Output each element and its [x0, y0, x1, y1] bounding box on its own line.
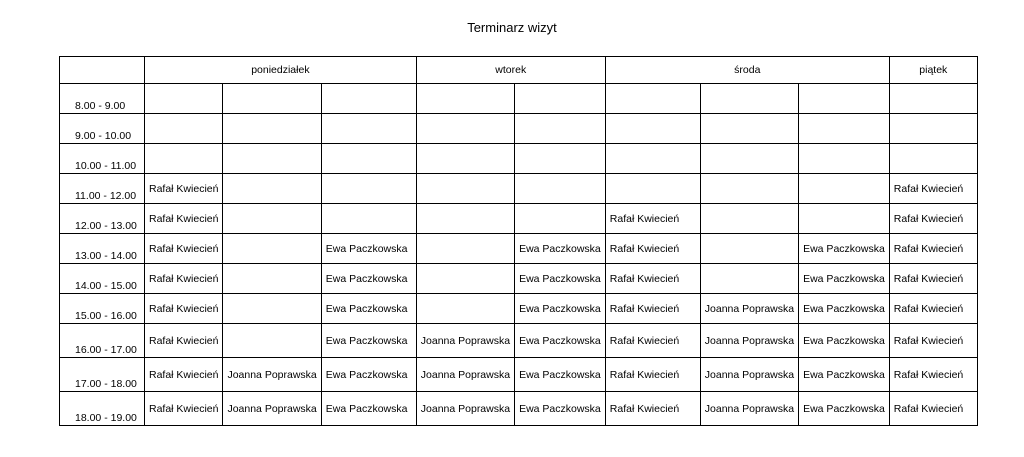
- appointment-cell: [700, 114, 798, 144]
- appointment-cell: Ewa Paczkowska: [799, 294, 890, 324]
- appointment-cell: [416, 294, 514, 324]
- appointment-cell: Ewa Paczkowska: [515, 358, 606, 392]
- appointment-cell: Rafał Kwiecień: [145, 204, 223, 234]
- appointment-cell: Joanna Poprawska: [223, 358, 321, 392]
- appointment-cell: [700, 174, 798, 204]
- appointment-cell: Rafał Kwiecień: [889, 358, 977, 392]
- appointment-cell: Ewa Paczkowska: [515, 392, 606, 426]
- appointment-cell: [223, 324, 321, 358]
- time-slot-cell: 8.00 - 9.00: [60, 84, 145, 114]
- header-row: [60, 57, 978, 84]
- time-slot-cell: 14.00 - 15.00: [60, 264, 145, 294]
- appointment-cell: [223, 144, 321, 174]
- table-row: [60, 358, 978, 392]
- appointment-cell: [889, 84, 977, 114]
- appointment-cell: Joanna Poprawska: [416, 358, 514, 392]
- appointment-cell: [515, 84, 606, 114]
- appointment-cell: Rafał Kwiecień: [145, 294, 223, 324]
- appointment-cell: [416, 234, 514, 264]
- appointment-cell: Rafał Kwiecień: [889, 264, 977, 294]
- appointment-cell: Ewa Paczkowska: [515, 264, 606, 294]
- appointment-cell: [605, 144, 700, 174]
- appointment-cell: [145, 84, 223, 114]
- table-row: [60, 144, 978, 174]
- time-slot-cell: 17.00 - 18.00: [60, 358, 145, 392]
- appointment-cell: Rafał Kwiecień: [145, 264, 223, 294]
- appointment-cell: Ewa Paczkowska: [799, 392, 890, 426]
- appointment-cell: Ewa Paczkowska: [321, 294, 416, 324]
- appointment-cell: Rafał Kwiecień: [145, 324, 223, 358]
- appointment-cell: [145, 144, 223, 174]
- time-slot-cell: 10.00 - 11.00: [60, 144, 145, 174]
- appointment-cell: Rafał Kwiecień: [605, 294, 700, 324]
- appointment-cell: [223, 234, 321, 264]
- appointment-cell: [416, 204, 514, 234]
- appointment-cell: Joanna Poprawska: [416, 324, 514, 358]
- table-row: [60, 84, 978, 114]
- table-row: [60, 234, 978, 264]
- appointment-cell: [605, 114, 700, 144]
- appointment-cell: Rafał Kwiecień: [605, 358, 700, 392]
- appointment-cell: [515, 114, 606, 144]
- appointment-cell: [889, 144, 977, 174]
- appointment-cell: Ewa Paczkowska: [321, 392, 416, 426]
- appointment-cell: [321, 174, 416, 204]
- day-header-friday: piątek: [889, 57, 977, 84]
- appointment-cell: [605, 174, 700, 204]
- appointment-cell: [799, 174, 890, 204]
- appointment-cell: Ewa Paczkowska: [321, 264, 416, 294]
- time-slot-cell: 16.00 - 17.00: [60, 324, 145, 358]
- appointment-cell: Rafał Kwiecień: [605, 392, 700, 426]
- appointment-cell: [799, 204, 890, 234]
- appointment-cell: Ewa Paczkowska: [321, 358, 416, 392]
- corner-cell: [60, 57, 145, 84]
- appointment-cell: [515, 174, 606, 204]
- appointment-cell: Rafał Kwiecień: [889, 324, 977, 358]
- appointment-cell: [700, 204, 798, 234]
- appointment-cell: Ewa Paczkowska: [515, 234, 606, 264]
- appointment-cell: Rafał Kwiecień: [889, 204, 977, 234]
- table-row: [60, 114, 978, 144]
- appointment-cell: [700, 234, 798, 264]
- schedule-table: [59, 56, 978, 426]
- appointment-cell: [416, 114, 514, 144]
- appointment-cell: [145, 114, 223, 144]
- appointment-cell: Ewa Paczkowska: [515, 294, 606, 324]
- appointment-cell: Ewa Paczkowska: [799, 264, 890, 294]
- appointment-cell: Rafał Kwiecień: [889, 392, 977, 426]
- page-title: Terminarz wizyt: [467, 20, 557, 35]
- appointment-cell: [223, 114, 321, 144]
- table-row: [60, 204, 978, 234]
- appointment-cell: [223, 264, 321, 294]
- appointment-cell: [700, 84, 798, 114]
- appointment-cell: Rafał Kwiecień: [145, 174, 223, 204]
- appointment-cell: Rafał Kwiecień: [889, 234, 977, 264]
- appointment-cell: Rafał Kwiecień: [145, 234, 223, 264]
- appointment-cell: [799, 114, 890, 144]
- appointment-cell: [799, 84, 890, 114]
- appointment-cell: [416, 144, 514, 174]
- appointment-cell: Rafał Kwiecień: [605, 264, 700, 294]
- time-slot-cell: 18.00 - 19.00: [60, 392, 145, 426]
- appointment-cell: Rafał Kwiecień: [605, 234, 700, 264]
- appointment-cell: Rafał Kwiecień: [605, 324, 700, 358]
- appointment-cell: [700, 144, 798, 174]
- time-slot-cell: 11.00 - 12.00: [60, 174, 145, 204]
- appointment-cell: [889, 114, 977, 144]
- day-header-wednesday: środa: [605, 57, 889, 84]
- appointment-cell: Rafał Kwiecień: [889, 294, 977, 324]
- appointment-cell: Rafał Kwiecień: [145, 392, 223, 426]
- table-row: [60, 324, 978, 358]
- appointment-cell: Joanna Poprawska: [700, 358, 798, 392]
- appointment-cell: [515, 144, 606, 174]
- appointment-cell: [223, 174, 321, 204]
- table-row: [60, 294, 978, 324]
- appointment-cell: Rafał Kwiecień: [889, 174, 977, 204]
- appointment-cell: [799, 144, 890, 174]
- time-slot-cell: 13.00 - 14.00: [60, 234, 145, 264]
- appointment-cell: Joanna Poprawska: [223, 392, 321, 426]
- appointment-cell: [416, 174, 514, 204]
- appointment-cell: Ewa Paczkowska: [799, 358, 890, 392]
- time-slot-cell: 9.00 - 10.00: [60, 114, 145, 144]
- table-row: [60, 264, 978, 294]
- appointment-cell: [321, 144, 416, 174]
- appointment-cell: Rafał Kwiecień: [145, 358, 223, 392]
- appointment-cell: [321, 204, 416, 234]
- appointment-cell: [605, 84, 700, 114]
- appointment-cell: Joanna Poprawska: [700, 392, 798, 426]
- appointment-cell: [223, 204, 321, 234]
- appointment-cell: [321, 114, 416, 144]
- appointment-cell: Rafał Kwiecień: [605, 204, 700, 234]
- table-row: [60, 392, 978, 426]
- time-slot-cell: 12.00 - 13.00: [60, 204, 145, 234]
- appointment-cell: Ewa Paczkowska: [321, 324, 416, 358]
- appointment-cell: [321, 84, 416, 114]
- appointment-cell: Joanna Poprawska: [416, 392, 514, 426]
- appointment-cell: Ewa Paczkowska: [799, 324, 890, 358]
- appointment-cell: [416, 264, 514, 294]
- appointment-cell: Ewa Paczkowska: [321, 234, 416, 264]
- time-slot-cell: 15.00 - 16.00: [60, 294, 145, 324]
- appointment-cell: [416, 84, 514, 114]
- appointment-cell: [223, 84, 321, 114]
- day-header-tuesday: wtorek: [416, 57, 605, 84]
- table-row: [60, 174, 978, 204]
- appointment-cell: Ewa Paczkowska: [515, 324, 606, 358]
- appointment-cell: Joanna Poprawska: [700, 324, 798, 358]
- appointment-cell: Joanna Poprawska: [700, 294, 798, 324]
- appointment-cell: [515, 204, 606, 234]
- appointment-cell: [223, 294, 321, 324]
- day-header-monday: poniedziałek: [145, 57, 417, 84]
- appointment-cell: Ewa Paczkowska: [799, 234, 890, 264]
- appointment-cell: [700, 264, 798, 294]
